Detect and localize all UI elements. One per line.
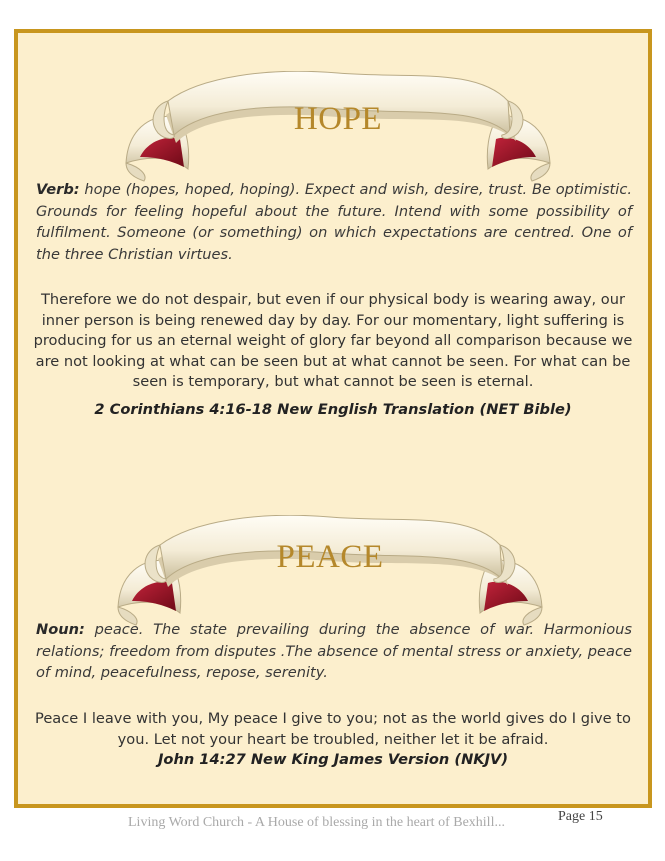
definition-term-peace: Noun: <box>36 621 85 638</box>
page-number: Page 15 <box>558 809 603 824</box>
page-frame <box>14 29 652 808</box>
footer-text: Living Word Church - A House of blessing in the heart of Bexhill... <box>128 815 505 830</box>
peace-banner <box>110 515 550 630</box>
verse-reference-peace: John 14:27 New King James Version (NKJV) <box>157 751 508 768</box>
verse-hope: Therefore we do not despair, but even if our physical body is wearing away, our inner person is being renewed day by day. For our momentary, light suffering is producing for us an eternal weight of glory far beyond all comparison because we are not looking at what can be seen but at what cannot be seen. For what can be seen is temporary, but what cannot be seen is eternal. <box>33 291 633 391</box>
hope-banner <box>118 71 558 186</box>
definition-term-hope: Verb: <box>36 181 80 198</box>
definition-text-hope: hope (hopes, hoped, hoping). Expect and wish, desire, trust. Be optimistic. Grounds for feeling hopeful about the future. Intend with some possibility of fulfilment. Someone (or something) on which expectations are centred. One of the three Christian virtues. <box>36 181 632 263</box>
definition-hope <box>36 179 632 265</box>
verse-reference-hope: 2 Corinthians 4:16-18 New English Translation (NET Bible) <box>94 401 572 418</box>
definition-text-peace: peace. The state prevailing during the absence of war. Harmonious relations; freedom from disputes .The absence of mental stress or anxiety, peace of mind, peacefulness, repose, serenity. <box>36 621 632 681</box>
section-title-peace: PEACE <box>276 539 384 575</box>
verse-peace: Peace I leave with you, My peace I give to you; not as the world gives do I give to you. Let not your heart be troubled, neither let it be afraid. <box>35 710 631 748</box>
section-title-hope: HOPE <box>293 101 383 137</box>
definition-peace <box>36 619 632 684</box>
